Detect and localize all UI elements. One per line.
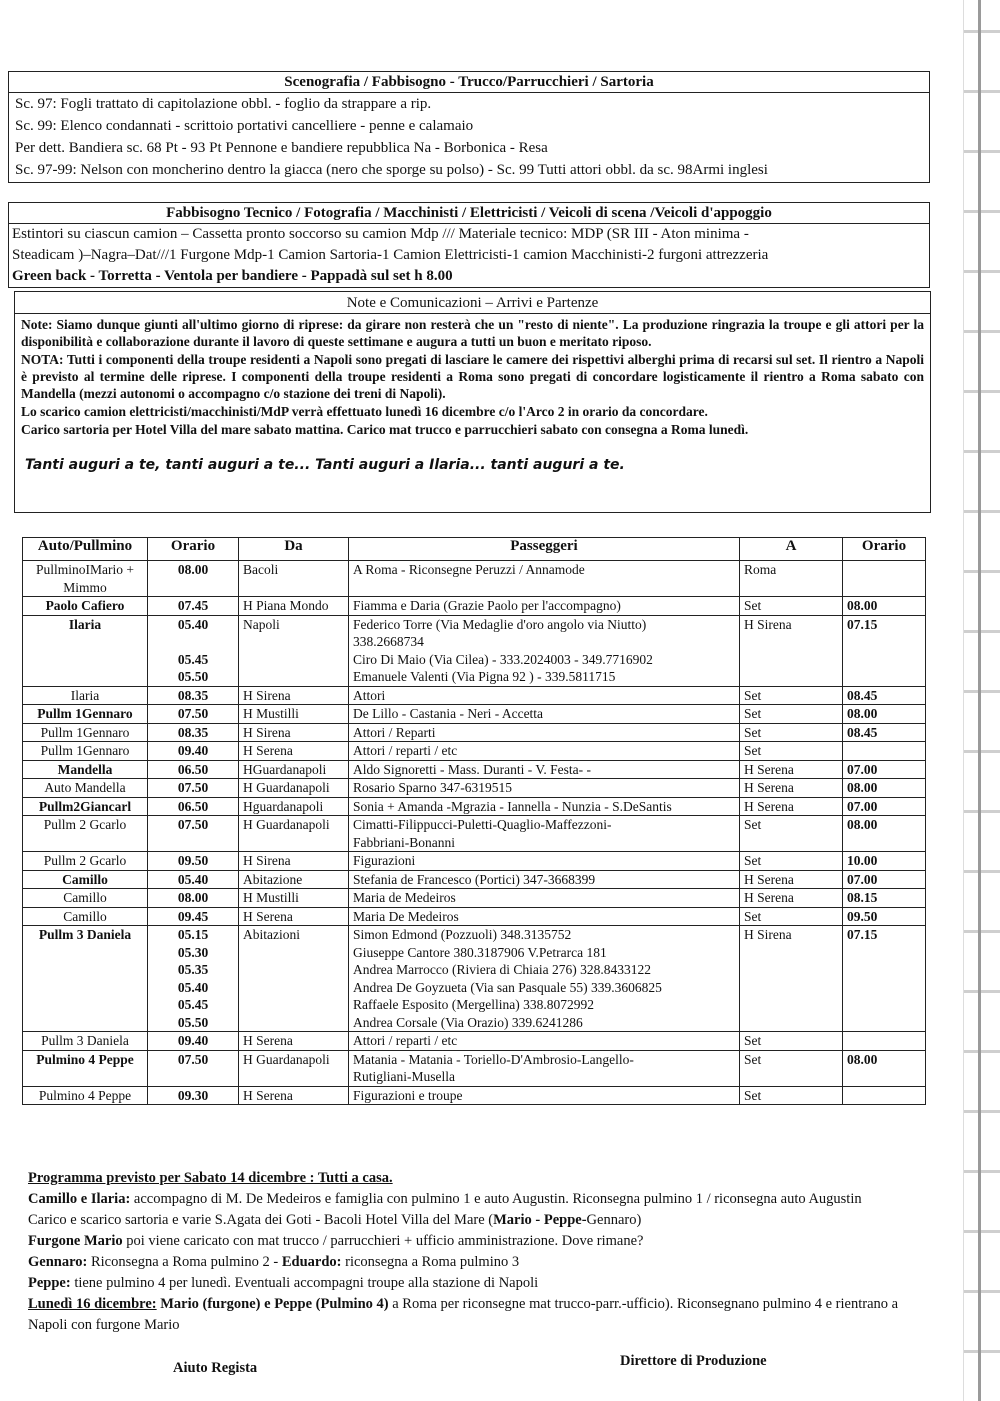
cell-orario: 06.50 bbox=[148, 797, 239, 816]
cell-auto: Pullm 3 Daniela bbox=[23, 1032, 148, 1051]
signature-aiuto-regista: Aiuto Regista bbox=[173, 1360, 258, 1376]
table-header-row bbox=[23, 538, 926, 561]
cell-orario: 07.45 bbox=[148, 597, 239, 616]
table-row bbox=[23, 779, 926, 798]
cell-auto: Camillo bbox=[23, 870, 148, 889]
cell-passeggeri: Simon Edmond (Pozzuoli) 348.3135752 Giuseppe Cantore 380.3187906 V.Petrarca 181 Andrea Marrocco (Riviera di Chiaia 276) 328.8433122 Andrea De Goyzueta (Via san Pasquale 55) 339.3606825 Raffaele Esposito (Mergellina) 338.8072992 Andrea Corsale (Via Orazio) 339.6241286 bbox=[349, 926, 740, 1032]
program-line-peppe: Peppe: tiene pulmino 4 per lunedì. Eventuali accompagni troupe alla stazione di Napoli bbox=[28, 1275, 539, 1291]
tecnico-line: Estintori su ciascun camion – Cassetta pronto soccorso su camion Mdp /// Materiale tecnico: MDP (SR III - Aton minima - bbox=[12, 226, 749, 242]
cell-orario-arrivo: 07.00 bbox=[843, 870, 926, 889]
table-row bbox=[23, 760, 926, 779]
cell-orario: 07.50 bbox=[148, 705, 239, 724]
cell-orario: 08.00 bbox=[148, 561, 239, 597]
cell-auto: Pulmino 4 Peppe bbox=[23, 1050, 148, 1086]
cell-orario-arrivo: 08.15 bbox=[843, 889, 926, 908]
cell-a: Set bbox=[740, 1050, 843, 1086]
header-orario: Orario bbox=[148, 538, 239, 561]
cell-orario-arrivo: 07.15 bbox=[843, 926, 926, 1032]
table-row bbox=[23, 889, 926, 908]
table-row bbox=[23, 852, 926, 871]
table-row bbox=[23, 723, 926, 742]
table-row bbox=[23, 615, 926, 686]
cell-orario-arrivo: 09.50 bbox=[843, 907, 926, 926]
scenografia-line: Sc. 97: Fogli trattato di capitolazione obbl. - foglio da strappare a rip. bbox=[15, 96, 432, 112]
table-row bbox=[23, 686, 926, 705]
cell-orario-arrivo bbox=[843, 1086, 926, 1105]
program-line-gennaro: Gennaro: Riconsegna a Roma pulmino 2 - Eduardo: riconsegna a Roma pulmino 3 bbox=[28, 1254, 520, 1270]
cell-a: H Serena bbox=[740, 797, 843, 816]
cell-passeggeri: Attori / Reparti bbox=[349, 723, 740, 742]
cell-orario-arrivo: 08.00 bbox=[843, 705, 926, 724]
table-row bbox=[23, 561, 926, 597]
cell-auto: Pullm 2 Gcarlo bbox=[23, 816, 148, 852]
cell-da: H Serena bbox=[239, 1086, 349, 1105]
cell-auto: Paolo Cafiero bbox=[23, 597, 148, 616]
cell-auto: Camillo bbox=[23, 907, 148, 926]
cell-auto: Camillo bbox=[23, 889, 148, 908]
table-row bbox=[23, 926, 926, 1032]
cell-da: H Sirena bbox=[239, 723, 349, 742]
note-paragraph: Note: Siamo dunque giunti all'ultimo giorno di riprese: da girare non resterà che un "resto di niente". La produzione ringrazia la troupe e gli attori per la disponibilità e collaborazione durante il lavoro di queste settimane e augura a tutti un buon e meritato riposo. bbox=[21, 317, 924, 349]
cell-passeggeri: Maria de Medeiros bbox=[349, 889, 740, 908]
cell-auto: Ilaria bbox=[23, 686, 148, 705]
cell-passeggeri: A Roma - Riconsegne Peruzzi / Annamode bbox=[349, 561, 740, 597]
cell-da: H Serena bbox=[239, 742, 349, 761]
signature-direttore-produzione: Direttore di Produzione bbox=[620, 1353, 767, 1369]
cell-auto: Pulmino 4 Peppe bbox=[23, 1086, 148, 1105]
cell-orario-arrivo bbox=[843, 742, 926, 761]
cell-da: H Sirena bbox=[239, 852, 349, 871]
cell-passeggeri: Attori / reparti / etc bbox=[349, 742, 740, 761]
cell-a: Set bbox=[740, 686, 843, 705]
note-paragraph: Lo scarico camion elettricisti/macchinisti/MdP verrà effettuato lunedì 16 dicembre c/o l'Arco 2 in orario da concordare. bbox=[21, 404, 708, 419]
cell-da: H Guardanapoli bbox=[239, 816, 349, 852]
header-a: A bbox=[740, 538, 843, 561]
table-body bbox=[23, 561, 926, 1105]
cell-orario: 09.40 bbox=[148, 1032, 239, 1051]
cell-orario-arrivo: 08.45 bbox=[843, 723, 926, 742]
birthday-greeting: Tanti auguri a te, tanti auguri a te... Tanti auguri a Ilaria... tanti auguri a te. bbox=[25, 457, 625, 473]
program-line-lunedi: Lunedì 16 dicembre: Mario (furgone) e Peppe (Pulmino 4) a Roma per riconsegne mat trucco-parr.-ufficio). Riconsegnano pulmino 4 e rientrano a Napoli con furgone Mario bbox=[28, 1296, 899, 1333]
table-row bbox=[23, 705, 926, 724]
program-line-carico: Carico e scarico sartoria e varie S.Agata dei Goti - Bacoli Hotel Villa del Mare (Mario - Peppe-Gennaro) bbox=[28, 1212, 642, 1228]
cell-a: H Serena bbox=[740, 889, 843, 908]
cell-da: HGuardanapoli bbox=[239, 760, 349, 779]
cell-da: Abitazione bbox=[239, 870, 349, 889]
cell-auto: Pullm2Giancarl bbox=[23, 797, 148, 816]
cell-orario-arrivo: 07.15 bbox=[843, 615, 926, 686]
cell-orario-arrivo: 08.45 bbox=[843, 686, 926, 705]
cell-da: H Mustilli bbox=[239, 889, 349, 908]
program-line-camillo: Camillo e Ilaria: accompagno di M. De Medeiros e famiglia con pulmino 1 e auto Augustin. Riconsegna pulmino 1 / riconsegna auto Augustin bbox=[28, 1191, 862, 1207]
cell-a: Set bbox=[740, 705, 843, 724]
cell-a: Set bbox=[740, 1032, 843, 1051]
cell-orario: 06.50 bbox=[148, 760, 239, 779]
cell-passeggeri: Rosario Sparno 347-6319515 bbox=[349, 779, 740, 798]
cell-orario: 07.50 bbox=[148, 816, 239, 852]
cell-passeggeri: Federico Torre (Via Medaglie d'oro angolo via Niutto) 338.2668734 Ciro Di Maio (Via Cilea) - 333.2024003 - 349.7716902 Emanuele Valenti (Via Pigna 92 ) - 339.5811715 bbox=[349, 615, 740, 686]
cell-da: Hguardanapoli bbox=[239, 797, 349, 816]
tecnico-line: Green back - Torretta - Ventola per bandiere - Pappadà sul set h 8.00 bbox=[12, 268, 453, 284]
table-row bbox=[23, 1032, 926, 1051]
spiral-binding bbox=[963, 0, 1000, 1401]
cell-passeggeri: Sonia + Amanda -Mgrazia - Iannella - Nunzia - S.DeSantis bbox=[349, 797, 740, 816]
cell-da: H Guardanapoli bbox=[239, 779, 349, 798]
cell-orario: 09.30 bbox=[148, 1086, 239, 1105]
cell-a: Set bbox=[740, 742, 843, 761]
cell-orario: 05.40 bbox=[148, 870, 239, 889]
table-row bbox=[23, 797, 926, 816]
cell-a: Set bbox=[740, 723, 843, 742]
scenografia-line: Sc. 97-99: Nelson con moncherino dentro la giacca (nero che sporge su polso) - Sc. 99 Tutti attori obbl. da sc. 98Armi inglesi bbox=[15, 162, 768, 178]
cell-auto: Pullm 1Gennaro bbox=[23, 742, 148, 761]
cell-orario: 05.40 05.45 05.50 bbox=[148, 615, 239, 686]
scenografia-title: Scenografia / Fabbisogno - Trucco/Parrucchieri / Sartoria bbox=[9, 72, 929, 93]
cell-da: H Serena bbox=[239, 907, 349, 926]
cell-orario-arrivo: 07.00 bbox=[843, 760, 926, 779]
cell-passeggeri: Figurazioni bbox=[349, 852, 740, 871]
cell-passeggeri: Aldo Signoretti - Mass. Duranti - V. Festa- - bbox=[349, 760, 740, 779]
cell-auto: Auto Mandella bbox=[23, 779, 148, 798]
program-line-furgone: Furgone Mario poi viene caricato con mat trucco / parrucchieri + ufficio amministrazione. Dove rimane? bbox=[28, 1233, 644, 1249]
header-passeggeri: Passeggeri bbox=[349, 538, 740, 561]
table-row bbox=[23, 816, 926, 852]
note-paragraph: NOTA: Tutti i componenti della troupe residenti a Napoli sono pregati di lasciare le camere dei rispettivi alberghi prima di recarsi sul set. Il rientro a Napoli è previsto al termine delle riprese. I componenti della troupe residenti a Roma sono pregati di concordare logisticamente il rientro a Roma sabato con Mandella (mezzi autonomi o accompagno c/o stazione dei treni di Napoli). bbox=[21, 352, 924, 401]
cell-passeggeri: Attori bbox=[349, 686, 740, 705]
cell-da: Bacoli bbox=[239, 561, 349, 597]
cell-da: H Serena bbox=[239, 1032, 349, 1051]
cell-orario: 08.00 bbox=[148, 889, 239, 908]
cell-a: Roma bbox=[740, 561, 843, 597]
cell-orario: 09.40 bbox=[148, 742, 239, 761]
cell-a: Set bbox=[740, 1086, 843, 1105]
cell-passeggeri: Matania - Matania - Toriello-D'Ambrosio-Langello- Rutigliani-Musella bbox=[349, 1050, 740, 1086]
cell-da: H Guardanapoli bbox=[239, 1050, 349, 1086]
header-auto: Auto/Pullmino bbox=[23, 538, 148, 561]
note-title: Note e Comunicazioni – Arrivi e Partenze bbox=[15, 292, 930, 314]
cell-da: Napoli bbox=[239, 615, 349, 686]
cell-a: Set bbox=[740, 816, 843, 852]
note-box bbox=[14, 291, 931, 513]
table-row bbox=[23, 1086, 926, 1105]
cell-a: Set bbox=[740, 852, 843, 871]
table-row bbox=[23, 907, 926, 926]
cell-passeggeri: De Lillo - Castania - Neri - Accetta bbox=[349, 705, 740, 724]
transport-schedule-table bbox=[22, 537, 926, 1105]
cell-auto: Pullm 1Gennaro bbox=[23, 705, 148, 724]
cell-orario-arrivo: 08.00 bbox=[843, 1050, 926, 1086]
cell-orario-arrivo: 10.00 bbox=[843, 852, 926, 871]
note-paragraph: Carico sartoria per Hotel Villa del mare sabato mattina. Carico mat trucco e parrucchieri sabato con consegna a Roma lunedì. bbox=[21, 422, 749, 437]
cell-a: H Serena bbox=[740, 870, 843, 889]
table-row bbox=[23, 1050, 926, 1086]
table-row bbox=[23, 870, 926, 889]
scenografia-line: Per dett. Bandiera sc. 68 Pt - 93 Pt Pennone e bandiere repubblica Na - Borbonica - Resa bbox=[15, 140, 548, 156]
cell-passeggeri: Fiamma e Daria (Grazie Paolo per l'accompagno) bbox=[349, 597, 740, 616]
cell-passeggeri: Cimatti-Filippucci-Puletti-Quaglio-Maffezzoni- Fabbriani-Bonanni bbox=[349, 816, 740, 852]
cell-da: H Piana Mondo bbox=[239, 597, 349, 616]
header-da: Da bbox=[239, 538, 349, 561]
cell-a: Set bbox=[740, 597, 843, 616]
cell-da: H Mustilli bbox=[239, 705, 349, 724]
cell-passeggeri: Stefania de Francesco (Portici) 347-3668399 bbox=[349, 870, 740, 889]
cell-a: H Serena bbox=[740, 779, 843, 798]
scenografia-line: Sc. 99: Elenco condannati - scrittoio portativi cancelliere - penne e calamaio bbox=[15, 118, 474, 134]
cell-auto: Mandella bbox=[23, 760, 148, 779]
cell-a: Set bbox=[740, 907, 843, 926]
cell-orario: 08.35 bbox=[148, 686, 239, 705]
cell-passeggeri: Figurazioni e troupe bbox=[349, 1086, 740, 1105]
cell-auto: Pullm 3 Daniela bbox=[23, 926, 148, 1032]
cell-orario-arrivo: 08.00 bbox=[843, 597, 926, 616]
cell-orario: 09.50 bbox=[148, 852, 239, 871]
cell-da: H Sirena bbox=[239, 686, 349, 705]
tecnico-box bbox=[8, 202, 930, 288]
scenografia-box bbox=[8, 71, 930, 183]
cell-orario: 08.35 bbox=[148, 723, 239, 742]
cell-auto: Pullm 1Gennaro bbox=[23, 723, 148, 742]
cell-passeggeri: Attori / reparti / etc bbox=[349, 1032, 740, 1051]
program-section bbox=[28, 1168, 938, 1336]
cell-orario: 07.50 bbox=[148, 1050, 239, 1086]
cell-passeggeri: Maria De Medeiros bbox=[349, 907, 740, 926]
cell-orario-arrivo: 07.00 bbox=[843, 797, 926, 816]
cell-a: H Serena bbox=[740, 760, 843, 779]
cell-da: Abitazioni bbox=[239, 926, 349, 1032]
cell-orario-arrivo bbox=[843, 1032, 926, 1051]
program-title: Programma previsto per Sabato 14 dicembre : Tutti a casa. bbox=[28, 1170, 393, 1186]
tecnico-line: Steadicam )–Nagra–Dat///1 Furgone Mdp-1 Camion Sartoria-1 Camion Elettricisti-1 camion Macchinisti-2 furgoni attrezzeria bbox=[12, 247, 769, 263]
cell-orario: 05.15 05.30 05.35 05.40 05.45 05.50 bbox=[148, 926, 239, 1032]
tecnico-title: Fabbisogno Tecnico / Fotografia / Macchinisti / Elettricisti / Veicoli di scena /Veicoli d'appoggio bbox=[9, 203, 929, 224]
cell-orario-arrivo bbox=[843, 561, 926, 597]
cell-a: H Sirena bbox=[740, 615, 843, 686]
cell-auto: Pullm 2 Gcarlo bbox=[23, 852, 148, 871]
cell-auto: Ilaria bbox=[23, 615, 148, 686]
cell-a: H Sirena bbox=[740, 926, 843, 1032]
header-orario-arrivo: Orario bbox=[843, 538, 926, 561]
table-row bbox=[23, 597, 926, 616]
cell-orario-arrivo: 08.00 bbox=[843, 816, 926, 852]
cell-orario: 09.45 bbox=[148, 907, 239, 926]
cell-orario: 07.50 bbox=[148, 779, 239, 798]
cell-auto: PullminoIMario + Mimmo bbox=[23, 561, 148, 597]
table-row bbox=[23, 742, 926, 761]
cell-orario-arrivo: 08.00 bbox=[843, 779, 926, 798]
